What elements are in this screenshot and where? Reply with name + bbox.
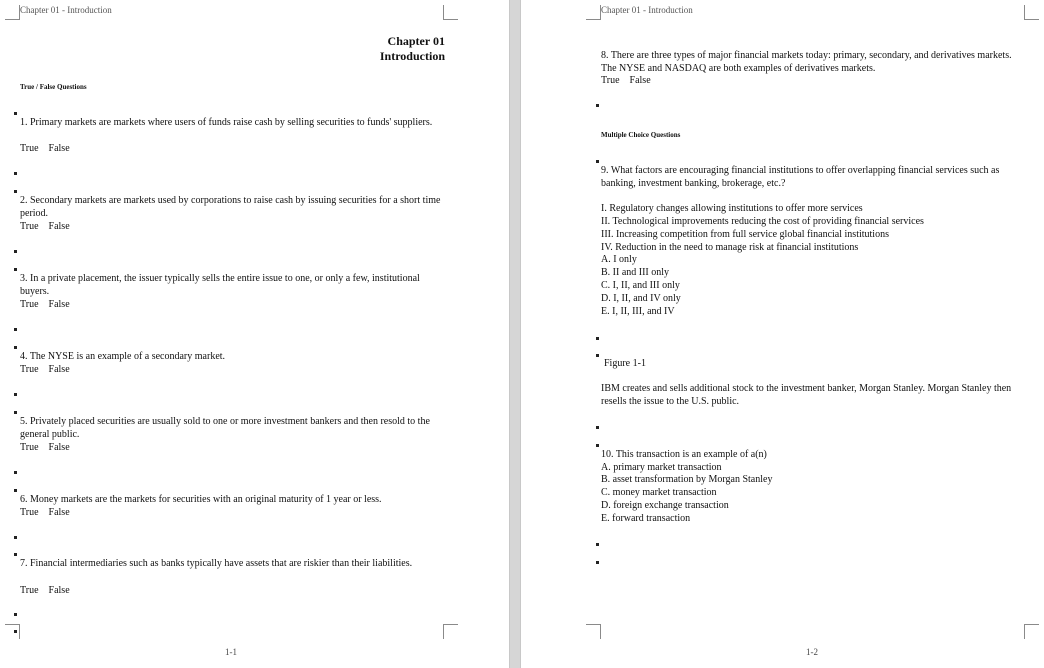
chapter-number: Chapter 01 [387, 34, 445, 48]
bullet-marker [596, 354, 599, 357]
crop-mark [1024, 5, 1039, 20]
crop-mark [443, 5, 458, 20]
page-footer-number: 1-2 [806, 647, 818, 657]
question-3: 3. In a private placement, the issuer typically sells the entire issue to one, or only a few, institutional buyers. [20, 273, 420, 297]
question-6: 6. Money markets are the markets for securities with an original maturity of 1 year or less. [20, 494, 382, 505]
tf-answer-1 [20, 143, 80, 154]
bullet-marker [14, 268, 17, 271]
bullet-marker [14, 346, 17, 349]
false-option[interactable]: False [48, 221, 70, 232]
crop-mark [443, 624, 458, 639]
page-footer-number: 1-1 [225, 647, 237, 657]
true-option[interactable]: True [601, 75, 620, 86]
bullet-marker [14, 190, 17, 193]
bullet-marker [596, 426, 599, 429]
crop-mark [586, 5, 601, 20]
statement-4: IV. Reduction in the need to manage risk at financial institutions [601, 242, 859, 253]
bullet-marker [596, 561, 599, 564]
tf-answer-2 [20, 221, 80, 232]
bullet-marker [596, 444, 599, 447]
section-heading-true-false: True / False Questions [20, 83, 87, 91]
false-option[interactable]: False [48, 143, 70, 154]
bullet-marker [596, 337, 599, 340]
option-a[interactable]: A. I only [601, 254, 637, 265]
bullet-marker [14, 536, 17, 539]
crop-mark [5, 5, 20, 20]
tf-answer-6 [20, 507, 80, 518]
option-b[interactable]: B. II and III only [601, 267, 670, 278]
question-7: 7. Financial intermediaries such as banks typically have assets that are riskier than their liabilities. [20, 558, 413, 569]
bullet-marker [14, 250, 17, 253]
option-d[interactable]: D. foreign exchange transaction [601, 500, 729, 511]
true-option[interactable]: True [20, 143, 39, 154]
bullet-marker [14, 393, 17, 396]
false-option[interactable]: False [48, 507, 70, 518]
option-e[interactable]: E. forward transaction [601, 513, 691, 524]
running-header: Chapter 01 - Introduction [20, 5, 112, 15]
bullet-marker [14, 613, 17, 616]
crop-mark [1024, 624, 1039, 639]
true-option[interactable]: True [20, 585, 39, 596]
false-option[interactable]: False [629, 75, 651, 86]
option-b[interactable]: B. asset transformation by Morgan Stanley [601, 474, 773, 485]
page-1 [0, 0, 509, 668]
statement-3: III. Increasing competition from full service global financial institutions [601, 229, 889, 240]
bullet-marker [14, 112, 17, 115]
figure-label: Figure 1-1 [604, 358, 646, 369]
true-option[interactable]: True [20, 442, 39, 453]
crop-mark [586, 624, 601, 639]
question-1: 1. Primary markets are markets where users of funds raise cash by selling securities to funds' suppliers. [20, 117, 433, 128]
false-option[interactable]: False [48, 299, 70, 310]
tf-answer-4 [20, 364, 80, 375]
statement-2: II. Technological improvements reducing the cost of providing financial services [601, 216, 924, 227]
bullet-marker [14, 172, 17, 175]
chapter-title: Introduction [379, 49, 445, 63]
tf-answer-7 [20, 585, 80, 596]
bullet-marker [596, 104, 599, 107]
option-c[interactable]: C. money market transaction [601, 487, 717, 498]
true-option[interactable]: True [20, 299, 39, 310]
true-option[interactable]: True [20, 221, 39, 232]
option-a[interactable]: A. primary market transaction [601, 462, 722, 473]
section-heading-multiple-choice: Multiple Choice Questions [601, 131, 681, 139]
bullet-marker [14, 489, 17, 492]
question-10: 10. This transaction is an example of a(n) [601, 449, 767, 460]
running-header: Chapter 01 - Introduction [601, 5, 693, 15]
tf-answer-3 [20, 299, 80, 310]
false-option[interactable]: False [48, 364, 70, 375]
question-2: 2. Secondary markets are markets used by corporations to raise cash by issuing securities for a short time period. [20, 195, 441, 219]
tf-answer-8 [601, 75, 661, 86]
bullet-marker [14, 553, 17, 556]
question-5: 5. Privately placed securities are usually sold to one or more investment bankers and then resold to the general public. [20, 416, 430, 440]
bullet-marker [596, 160, 599, 163]
option-d[interactable]: D. I, II, and IV only [601, 293, 681, 304]
option-c[interactable]: C. I, II, and III only [601, 280, 680, 291]
tf-answer-5 [20, 442, 80, 453]
question-4: 4. The NYSE is an example of a secondary market. [20, 351, 226, 362]
option-e[interactable]: E. I, II, III, and IV [601, 306, 675, 317]
page-2 [521, 0, 1044, 668]
bullet-marker [14, 411, 17, 414]
bullet-marker [14, 471, 17, 474]
true-option[interactable]: True [20, 364, 39, 375]
crop-mark [5, 624, 20, 639]
question-8: 8. There are three types of major financial markets today: primary, secondary, and derivatives markets. The NYSE and NASDAQ are both examples of derivatives markets. [601, 50, 1012, 74]
statement-1: I. Regulatory changes allowing institutions to offer more services [601, 203, 863, 214]
question-9: 9. What factors are encouraging financial institutions to offer overlapping financial services such as banking, investment banking, brokerage, etc.? [601, 165, 1000, 189]
bullet-marker [596, 543, 599, 546]
page-gap [509, 0, 521, 668]
bullet-marker [14, 328, 17, 331]
false-option[interactable]: False [48, 442, 70, 453]
figure-description: IBM creates and sells additional stock to the investment banker, Morgan Stanley. Morgan Stanley then resells the issue to the U.S. public. [601, 383, 1012, 407]
true-option[interactable]: True [20, 507, 39, 518]
false-option[interactable]: False [48, 585, 70, 596]
